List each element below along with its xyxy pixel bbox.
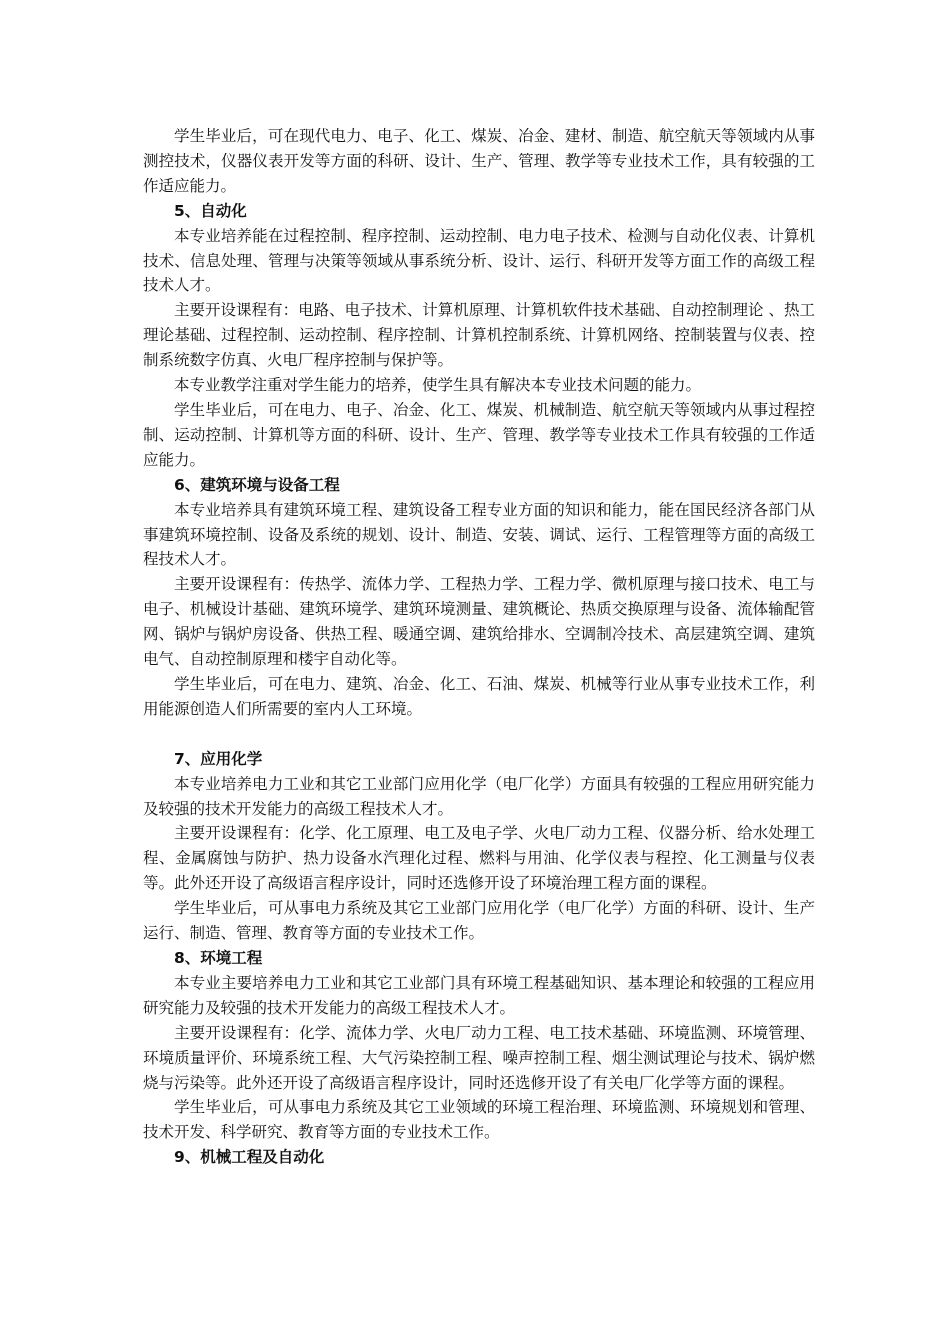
section-heading: 7、应用化学 — [174, 749, 263, 768]
paragraph: 主要开设课程有：化学、流体力学、火电厂动力工程、电工技术基础、环境监测、环境管理、环境质量评价、环境系统工程、大气污染控制工程、噪声控制工程、烟尘测试理论与技术、锅炉燃烧与污染等。此外还开设了高级语言程序设计，同时还选修开设了有关电厂化学等方面的课程。 — [143, 1023, 815, 1092]
paragraph: 本专业教学注重对学生能力的培养，使学生具有解决本专业技术问题的能力。 — [174, 376, 702, 395]
document-page — [143, 124, 815, 1170]
paragraph: 主要开设课程有：传热学、流体力学、工程热力学、工程力学、微机原理与接口技术、电工与电子、机械设计基础、建筑环境学、建筑环境测量、建筑概论、热质交换原理与设备、流体输配管网、锅炉与锅炉房设备、供热工程、暖通空调、建筑给排水、空调制冷技术、高层建筑空调、建筑电气、自动控制原理和楼宇自动化等。 — [143, 575, 815, 669]
paragraph: 学生毕业后，可在电力、电子、冶金、化工、煤炭、机械制造、航空航天等领域内从事过程控制、运动控制、计算机等方面的科研、设计、生产、管理、教学等专业技术工作具有较强的工作适应能力。 — [143, 400, 815, 469]
paragraph: 主要开设课程有：化学、化工原理、电工及电子学、火电厂动力工程、仪器分析、给水处理工程、金属腐蚀与防护、热力设备水汽理化过程、燃料与用油、化学仪表与程控、化工测量与仪表等。此外还开设了高级语言程序设计，同时还选修开设了环境治理工程方面的课程。 — [143, 824, 815, 893]
section-heading: 9、机械工程及自动化 — [174, 1148, 325, 1167]
paragraph: 本专业培养具有建筑环境工程、建筑设备工程专业方面的知识和能力，能在国民经济各部门从事建筑环境控制、设备及系统的规划、设计、制造、安装、调试、运行、工程管理等方面的高级工程技术人才。 — [143, 500, 815, 569]
paragraph: 学生毕业后，可从事电力系统及其它工业领域的环境工程治理、环境监测、环境规划和管理、技术开发、科学研究、教育等方面的专业技术工作。 — [143, 1098, 815, 1142]
paragraph: 学生毕业后，可在现代电力、电子、化工、煤炭、冶金、建材、制造、航空航天等领域内从事测控技术，仪器仪表开发等方面的科研、设计、生产、管理、教学等专业技术工作，具有较强的工作适应能力。 — [143, 127, 815, 195]
paragraph: 学生毕业后，可从事电力系统及其它工业部门应用化学（电厂化学）方面的科研、设计、生产运行、制造、管理、教育等方面的专业技术工作。 — [143, 899, 815, 943]
paragraph: 主要开设课程有：电路、电子技术、计算机原理、计算机软件技术基础、自动控制理论 、热工理论基础、过程控制、运动控制、程序控制、计算机控制系统、计算机网络、控制装置与仪表、控制系统数字仿真、火电厂程序控制与保护等。 — [143, 301, 815, 370]
paragraph: 本专业培养能在过程控制、程序控制、运动控制、电力电子技术、检测与自动化仪表、计算机技术、信息处理、管理与决策等领域从事系统分析、设计、运行、科研开发等方面工作的高级工程技术人才。 — [143, 226, 815, 295]
paragraph: 本专业培养电力工业和其它工业部门应用化学（电厂化学）方面具有较强的工程应用研究能力及较强的技术开发能力的高级工程技术人才。 — [143, 774, 815, 818]
section-heading: 8、环境工程 — [174, 949, 263, 967]
blank-line — [143, 722, 815, 747]
section-heading: 6、建筑环境与设备工程 — [174, 475, 340, 494]
section-heading: 5、自动化 — [174, 201, 247, 220]
paragraph: 本专业主要培养电力工业和其它工业部门具有环境工程基础知识、基本理论和较强的工程应用研究能力及较强的技术开发能力的高级工程技术人才。 — [143, 973, 815, 1017]
paragraph: 学生毕业后，可在电力、建筑、冶金、化工、石油、煤炭、机械等行业从事专业技术工作，利用能源创造人们所需要的室内人工环境。 — [143, 674, 815, 718]
